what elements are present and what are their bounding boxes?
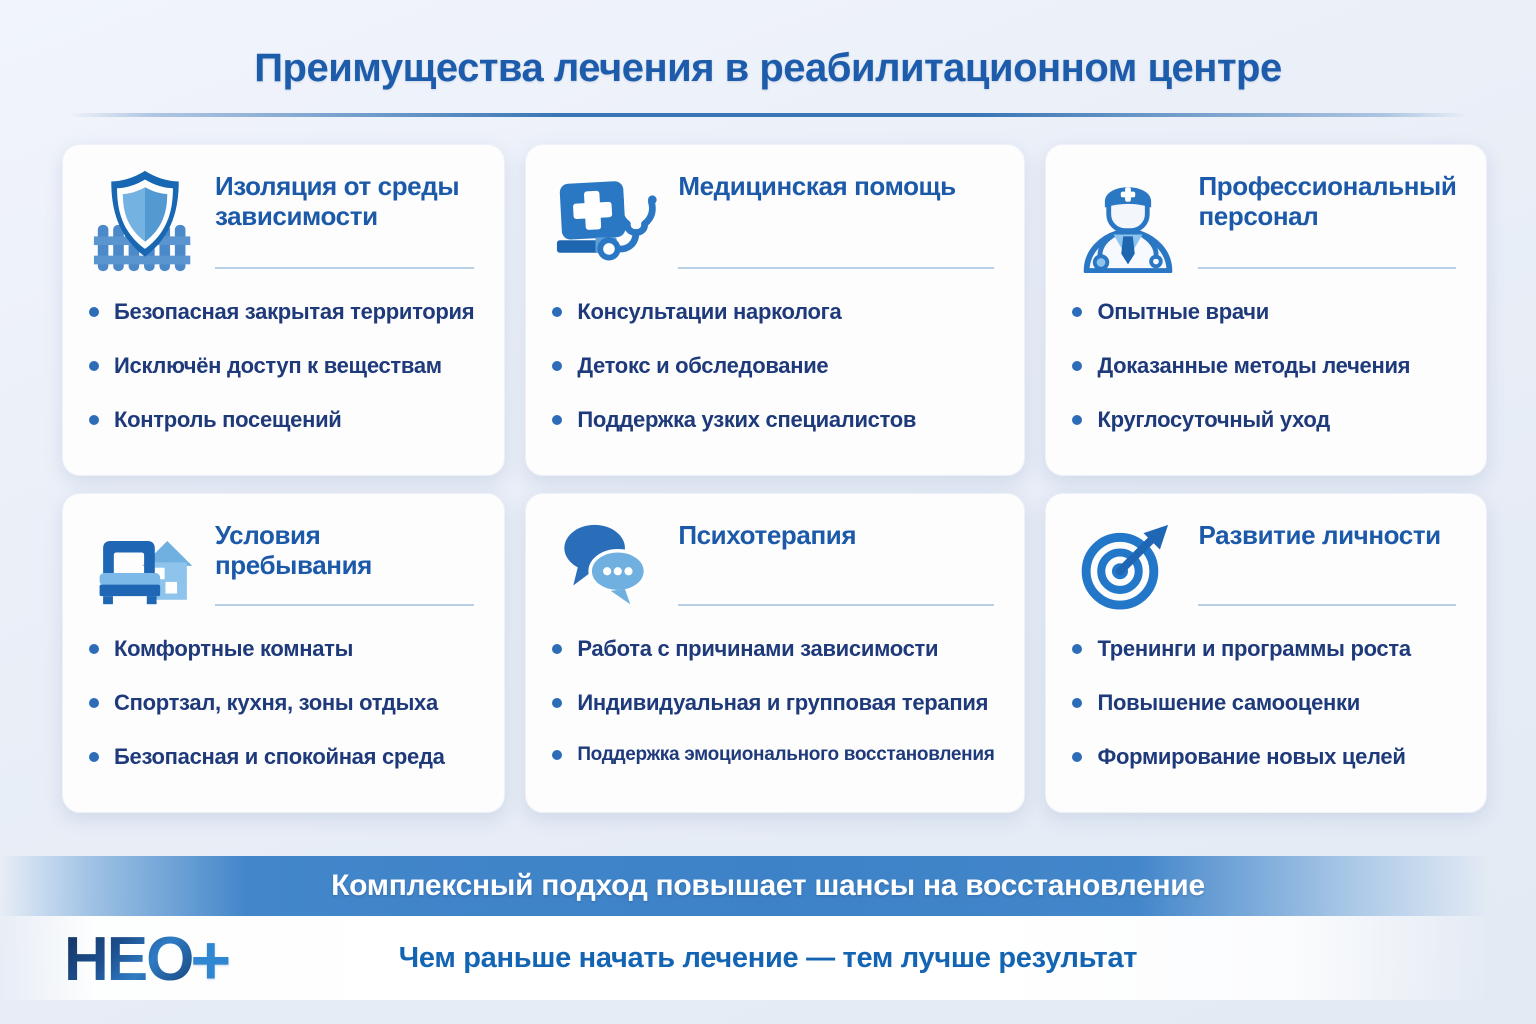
title-divider (68, 113, 1468, 117)
bullet-text: Тренинги и программы роста (1097, 636, 1411, 661)
banner-text: Комплексный подход повышает шансы на восстановление (331, 869, 1205, 902)
banner (0, 856, 1536, 916)
bullet-dot (89, 415, 99, 425)
card-title-divider (678, 604, 994, 606)
card-header (552, 167, 994, 271)
card-header (89, 167, 474, 271)
bullet-item (552, 353, 994, 379)
bullet-text: Безопасная и спокойная среда (114, 744, 445, 769)
bullet-dot (552, 750, 562, 760)
bullet-list (552, 636, 994, 766)
doctor-icon (1072, 167, 1184, 271)
bullet-dot (552, 415, 562, 425)
card-header (1072, 516, 1456, 608)
card-accommodation (62, 493, 505, 813)
bullet-text: Опытные врачи (1097, 299, 1269, 324)
bullet-item (552, 690, 994, 716)
bullet-text: Поддержка узких специалистов (577, 407, 917, 432)
logo-text: НЕО (64, 925, 193, 994)
card-title: Изоляция от среды зависимости (215, 171, 460, 232)
bullet-item (552, 407, 994, 433)
bullet-item (1072, 636, 1456, 662)
bullet-item (89, 690, 474, 716)
bullet-dot (1072, 698, 1082, 708)
cards-grid (62, 144, 1474, 813)
bullet-text: Контроль посещений (114, 407, 342, 432)
shield-fence-icon (89, 167, 201, 271)
bullet-text: Безопасная закрытая территория (114, 299, 475, 324)
bullet-dot (1072, 307, 1082, 317)
chat-bubbles-icon (552, 516, 664, 608)
bullet-dot (89, 752, 99, 762)
bullet-list (1072, 299, 1456, 433)
card-psychotherapy (525, 493, 1025, 813)
card-header (89, 516, 474, 608)
card-title-divider (678, 267, 994, 269)
card-title: Развитие личности (1198, 520, 1441, 550)
bullet-list (89, 636, 474, 770)
bullet-text: Исключён доступ к веществам (114, 353, 442, 378)
bullet-dot (89, 644, 99, 654)
bullet-dot (552, 644, 562, 654)
page-title: Преимущества лечения в реабилитационном центре (254, 46, 1282, 90)
bullet-item (89, 636, 474, 662)
card-medical-help (525, 144, 1025, 476)
logo (64, 920, 232, 999)
bullet-list (552, 299, 994, 433)
bullet-item (89, 353, 474, 379)
card-personal-growth (1045, 493, 1487, 813)
footer-band (0, 916, 1536, 1000)
slogan: Чем раньше начать лечение — тем лучше результат (398, 941, 1138, 974)
card-header (552, 516, 994, 608)
bullet-text: Спортзал, кухня, зоны отдыха (114, 690, 438, 715)
bullet-list (89, 299, 474, 433)
bullet-text: Поддержка эмоционального восстановления (577, 744, 995, 765)
bullet-item (1072, 744, 1456, 770)
card-isolation (62, 144, 505, 476)
bullet-list (1072, 636, 1456, 770)
bullet-item (1072, 353, 1456, 379)
bullet-text: Доказанные методы лечения (1097, 353, 1411, 378)
card-title: Профессиональный персонал (1198, 171, 1457, 232)
card-title-divider (1198, 604, 1456, 606)
bullet-dot (1072, 752, 1082, 762)
logo-plus-icon: + (190, 920, 232, 999)
bullet-item (1072, 299, 1456, 325)
bullet-dot (89, 361, 99, 371)
bullet-text: Круглосуточный уход (1097, 407, 1330, 432)
bullet-item (89, 407, 474, 433)
card-title: Условия пребывания (215, 520, 372, 581)
bullet-dot (552, 698, 562, 708)
card-title: Медицинская помощь (678, 171, 956, 201)
card-title-divider (1198, 267, 1456, 269)
bullet-item (552, 299, 994, 325)
bullet-text: Работа с причинами зависимости (577, 636, 939, 661)
bullet-item (552, 744, 994, 766)
bullet-dot (1072, 361, 1082, 371)
bullet-text: Повышение самооценки (1097, 690, 1360, 715)
bullet-dot (552, 307, 562, 317)
bullet-dot (1072, 644, 1082, 654)
target-arrow-icon (1072, 516, 1184, 608)
bullet-text: Комфортные комнаты (114, 636, 354, 661)
bullet-text: Формирование новых целей (1097, 744, 1406, 769)
bullet-item (89, 744, 474, 770)
bullet-text: Консультации нарколога (577, 299, 842, 324)
bullet-dot (89, 307, 99, 317)
card-professional-staff (1045, 144, 1487, 476)
card-title: Психотерапия (678, 520, 857, 550)
bullet-text: Индивидуальная и групповая терапия (577, 690, 989, 715)
bullet-text: Детокс и обследование (577, 353, 829, 378)
medical-cross-stethoscope-icon (552, 167, 664, 271)
card-title-divider (215, 267, 474, 269)
bullet-item (1072, 690, 1456, 716)
bullet-item (552, 636, 994, 662)
bullet-dot (1072, 415, 1082, 425)
bullet-dot (89, 698, 99, 708)
bullet-item (1072, 407, 1456, 433)
card-title-divider (215, 604, 474, 606)
bullet-dot (552, 361, 562, 371)
bullet-item (89, 299, 474, 325)
bed-house-icon (89, 516, 201, 608)
card-header (1072, 167, 1456, 271)
